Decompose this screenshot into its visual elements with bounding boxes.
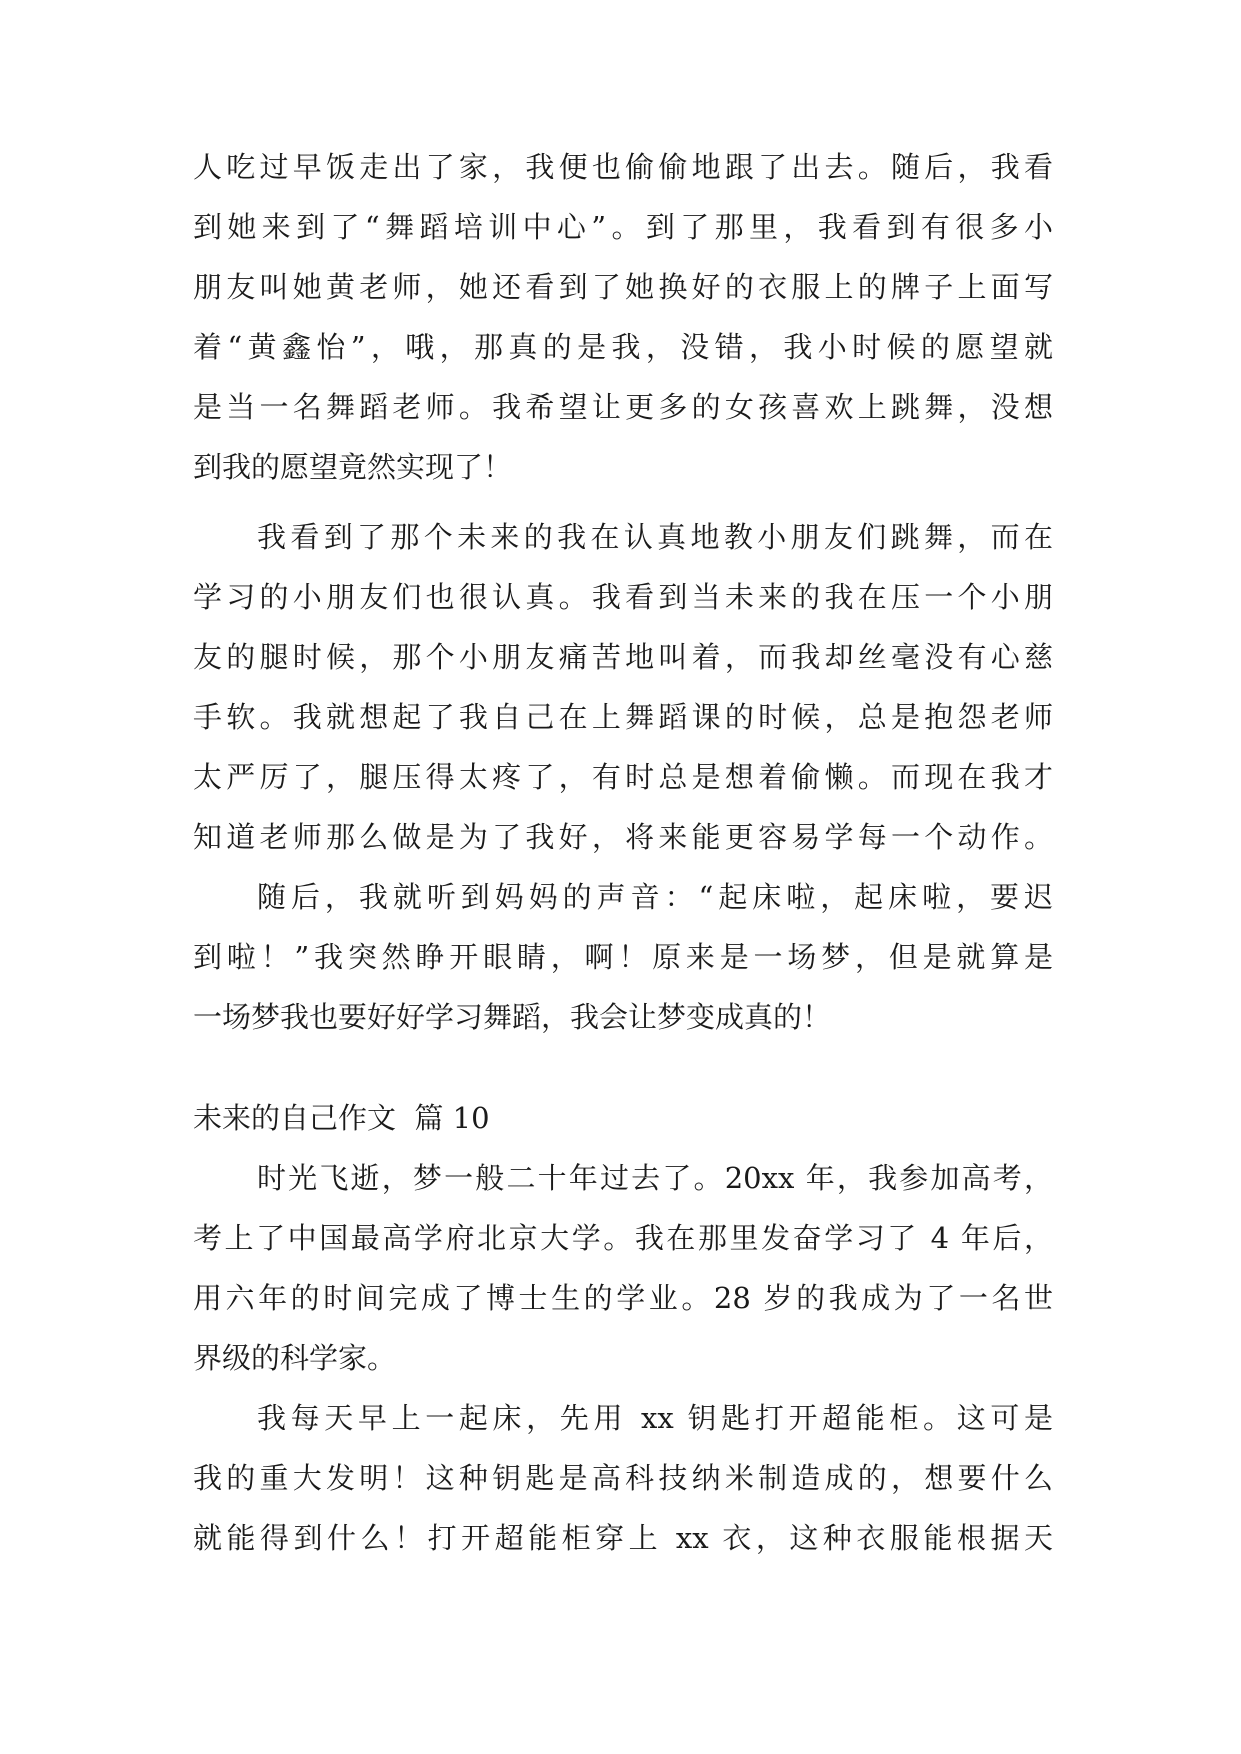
paragraph-super-cabinet — [193, 1388, 1053, 1568]
text-line: 就能得到什么！打开超能柜穿上 xx 衣，这种衣服能根据天 — [193, 1521, 1053, 1555]
paragraph-teaching-dance — [193, 507, 1053, 867]
text-line: 考上了中国最高学府北京大学。我在那里发奋学习了 4 年后， — [193, 1221, 1053, 1255]
text-line: 朋友叫她黄老师，她还看到了她换好的衣服上的牌子上面写 — [193, 270, 1053, 304]
paragraph-dream-follow — [193, 137, 1053, 497]
text-line: 太严厉了，腿压得太疼了，有时总是想着偷懒。而现在我才 — [193, 760, 1053, 794]
text-line: 随后，我就听到妈妈的声音：“起床啦，起床啦，要迟 — [257, 880, 1053, 914]
text-line: 我看到了那个未来的我在认真地教小朋友们跳舞，而在 — [257, 520, 1053, 554]
text-line: 我每天早上一起床，先用 xx 钥匙打开超能柜。这可是 — [257, 1401, 1053, 1435]
paragraph-time-flies — [193, 1148, 1053, 1388]
text-line: 知道老师那么做是为了我好，将来能更容易学每一个动作。 — [193, 820, 1053, 854]
text-line: 一场梦我也要好好学习舞蹈，我会让梦变成真的！ — [193, 1000, 832, 1034]
text-line: 友的腿时候，那个小朋友痛苦地叫着，而我却丝毫没有心慈 — [193, 640, 1053, 674]
text-line: 到她来到了“舞蹈培训中心”。到了那里，我看到有很多小 — [193, 210, 1053, 244]
text-line: 手软。我就想起了我自己在上舞蹈课的时候，总是抱怨老师 — [193, 700, 1053, 734]
text-line: 人吃过早饭走出了家，我便也偷偷地跟了出去。随后，我看 — [193, 150, 1053, 184]
text-line: 界级的科学家。 — [193, 1341, 397, 1375]
text-line: 我的重大发明！这种钥匙是高科技纳米制造成的，想要什么 — [193, 1461, 1053, 1495]
paragraph-wake-up — [193, 867, 1053, 1047]
text-line: 学习的小朋友们也很认真。我看到当未来的我在压一个小朋 — [193, 580, 1053, 614]
text-line: 用六年的时间完成了博士生的学业。28 岁的我成为了一名世 — [193, 1281, 1053, 1315]
text-line: 时光飞逝，梦一般二十年过去了。20xx 年，我参加高考， — [257, 1161, 1053, 1195]
text-line: 着“黄鑫怡”，哦，那真的是我，没错，我小时候的愿望就 — [193, 330, 1053, 364]
section-heading: 未来的自己作文 篇 10 — [193, 1101, 490, 1135]
text-line: 到我的愿望竟然实现了！ — [193, 450, 513, 484]
text-line: 到啦！”我突然睁开眼睛，啊！原来是一场梦，但是就算是 — [193, 940, 1053, 974]
text-line: 是当一名舞蹈老师。我希望让更多的女孩喜欢上跳舞，没想 — [193, 390, 1053, 424]
